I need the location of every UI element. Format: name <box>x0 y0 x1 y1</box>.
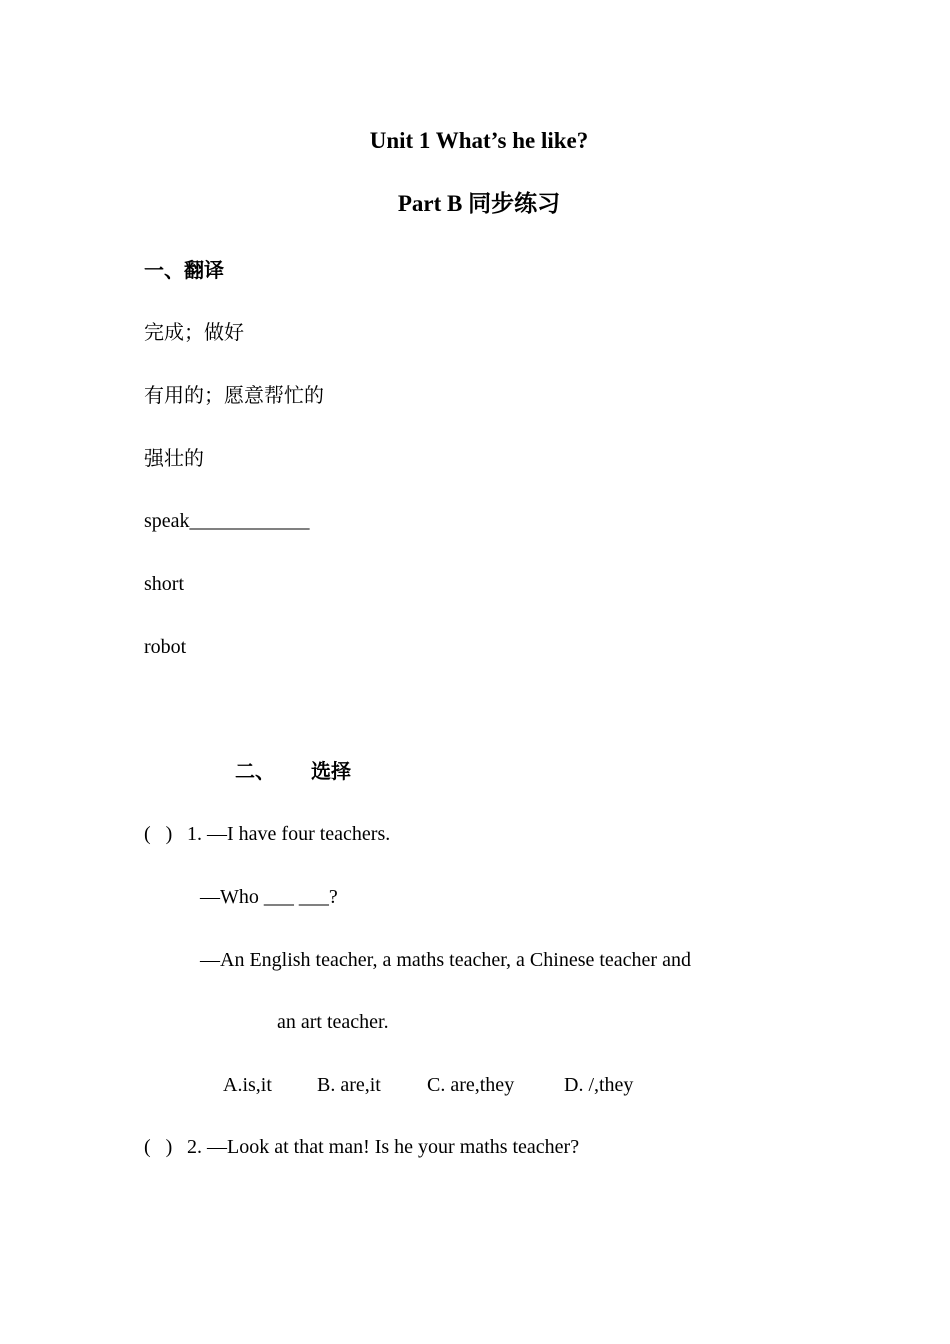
section2-label: 选择 <box>311 759 351 783</box>
q1-line4: an art teacher. <box>277 1011 389 1033</box>
section1-heading: 一、翻译 <box>144 258 224 282</box>
translate-item-5: short <box>144 573 184 595</box>
q2-stem: 2. —Look at that man! Is he your maths teacher? <box>187 1136 580 1158</box>
page-subtitle <box>0 190 950 218</box>
q1-option-a: A.is,it <box>223 1074 272 1096</box>
q1-option-b: B. are,it <box>317 1074 381 1096</box>
translate-item-4: speak____________ <box>144 510 310 532</box>
translate-item-1: 完成；做好 <box>144 320 244 344</box>
subtitle-cjk: 同步练习 <box>468 191 561 217</box>
title-line1: Unit 1 What’s he like? <box>369 128 589 153</box>
q1-line3: —An English teacher, a maths teacher, a Chinese teacher and <box>200 949 691 971</box>
translate-item-6: robot <box>144 636 187 658</box>
translate-item-2: 有用的；愿意帮忙的 <box>144 383 324 407</box>
subtitle-prefix: Part B <box>397 191 463 216</box>
page-title <box>0 127 950 155</box>
q2-answer-bracket: ( ) <box>144 1136 173 1158</box>
question-1 <box>144 822 390 846</box>
q1-answer-bracket: ( ) <box>144 823 173 845</box>
translate-item-3: 强壮的 <box>144 446 204 470</box>
section2-number: 二、 <box>235 759 275 783</box>
question-2 <box>144 1135 579 1159</box>
q1-stem: 1. —I have four teachers. <box>187 823 391 845</box>
q1-option-d: D. /,they <box>564 1074 634 1096</box>
q1-line2: —Who ___ ___? <box>200 886 338 908</box>
q1-option-c: C. are,they <box>427 1074 515 1096</box>
